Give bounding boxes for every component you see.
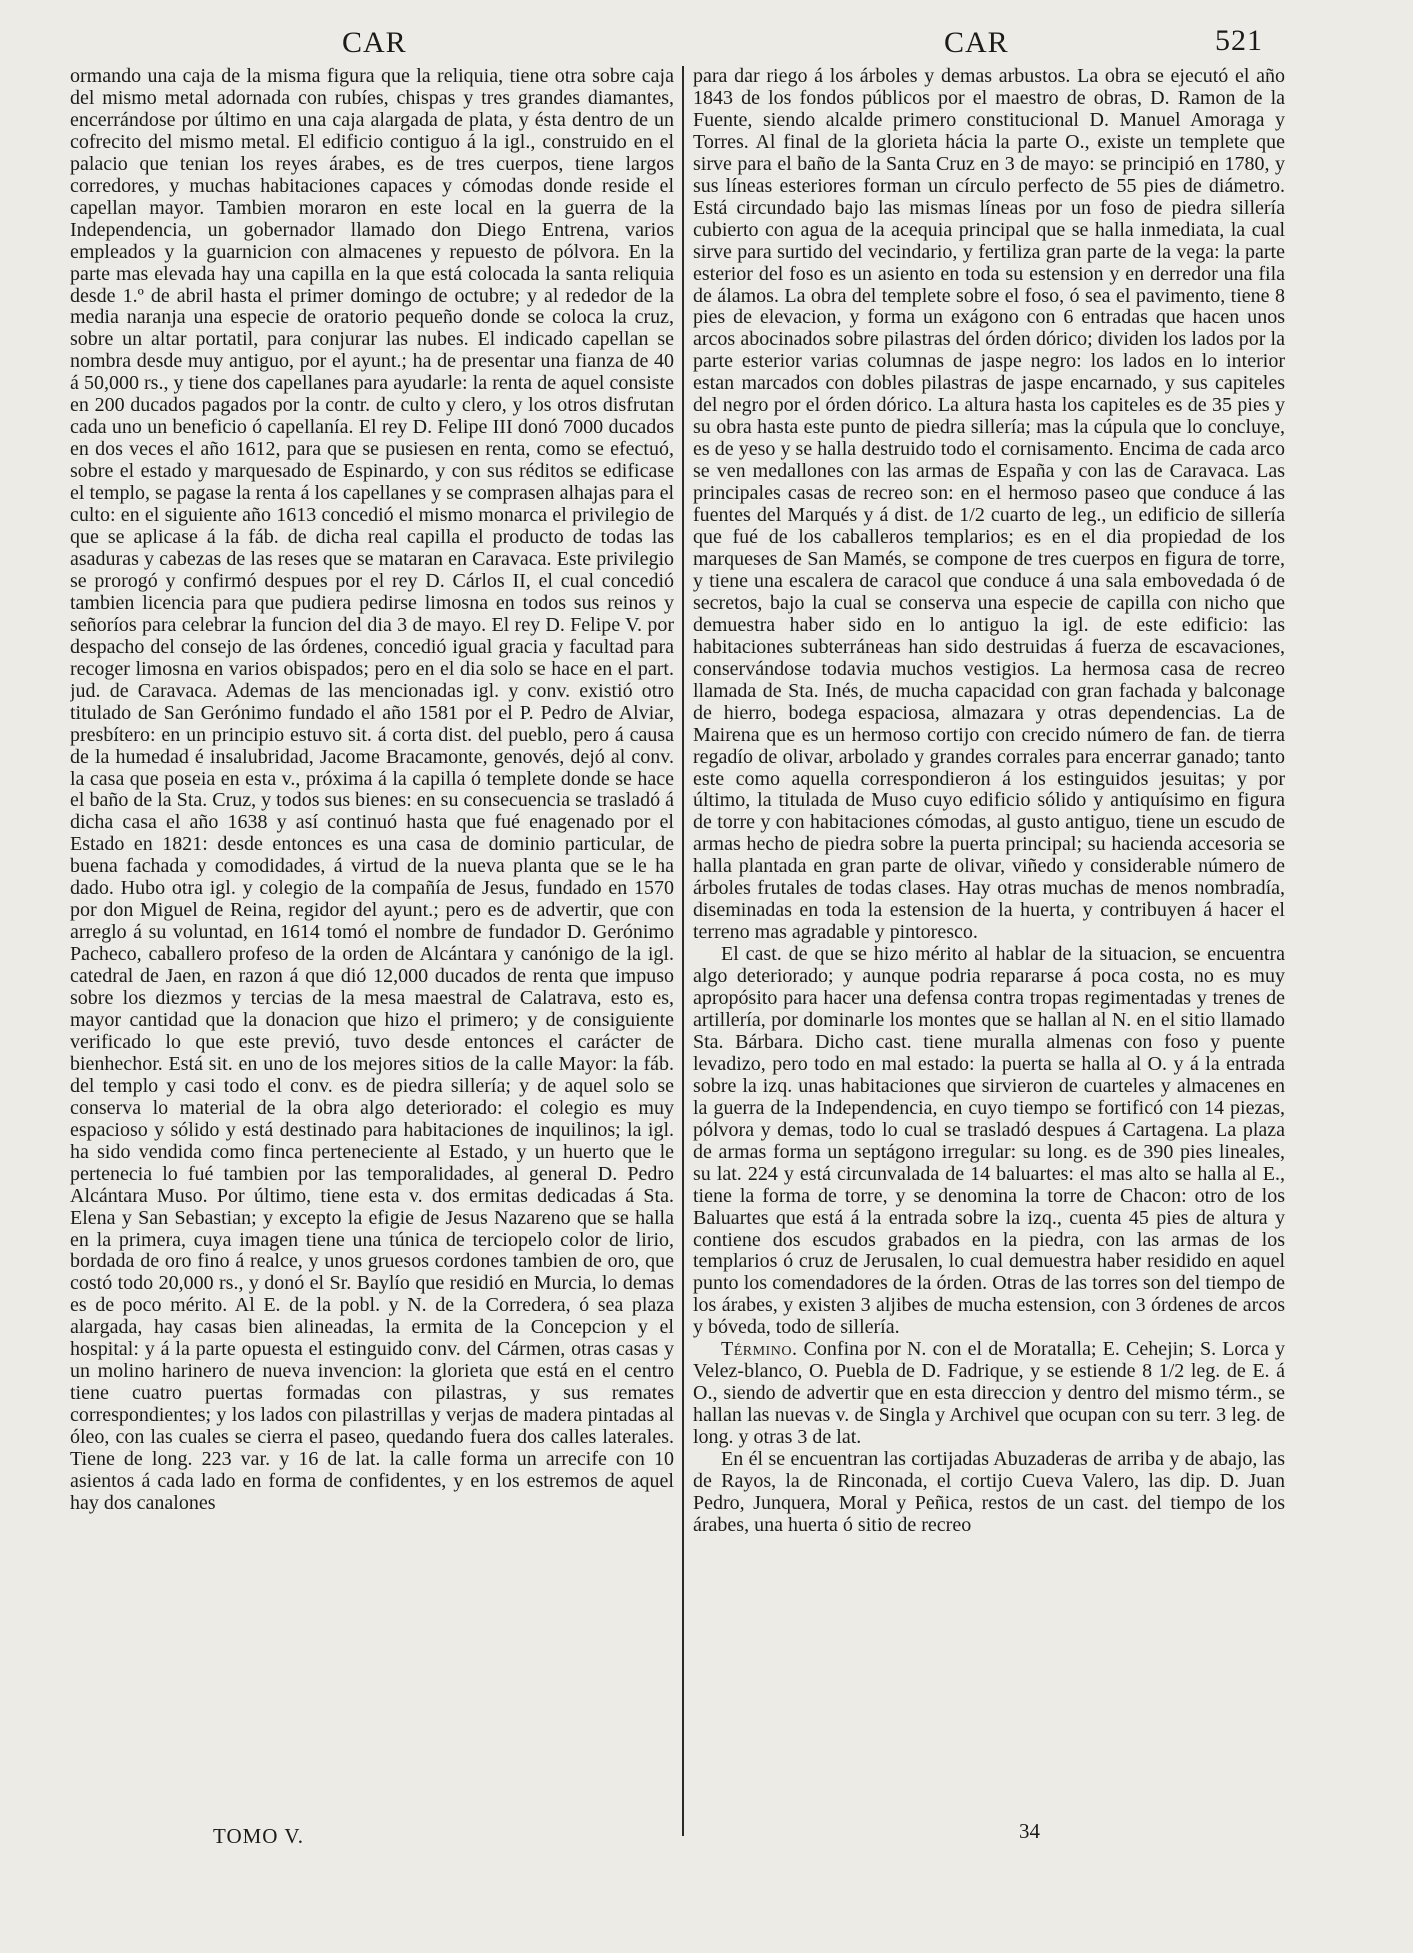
right-paragraph-3 [693, 1339, 1285, 1449]
running-head-center: CAR [944, 26, 1009, 59]
column-divider [682, 66, 684, 1836]
termino-label: Término. [721, 1338, 798, 1361]
termino-text: Confina por N. con el de Moratalla; E. Cehejin; S. Lorca y Velez-blanco, O. Puebla de D. Fadrique, y se estiende 8 1/2 leg. de E. á O., siendo de advertir que en esta direccion y dentro del mismo térm., se hallan las nuevas v. de Singla y Archivel que ocupan con su terr. 3 leg. de long. y otras 3 de lat. [693, 1338, 1285, 1449]
volume-label: TOMO V. [213, 1824, 305, 1848]
page-number: 521 [1215, 24, 1263, 57]
left-column [70, 66, 674, 1812]
right-paragraph-1: para dar riego á los árboles y demas arbustos. La obra se ejecutó el año 1843 de los fondos públicos por el maestro de obras, D. Ramon de la Fuente, siendo alcalde primero constitucional D. Manuel Amoraga y Torres. Al final de la glorieta hácia la parte O., existe un templete que sirve para el baño de la Santa Cruz en 3 de mayo: se principió en 1780, y sus líneas esteriores forman un círculo perfecto de 55 pies de diámetro. Está circundado bajo las mismas líneas por un foso de piedra sillería cubierto con agua de la acequia principal que se halla inmediata, la cual sirve para surtido del vecindario, y fertiliza gran parte de la vega: la parte esterior del foso es un asiento en toda su estension y en derredor una fila de álamos. La obra del templete sobre el foso, ó sea el pavimento, tiene 8 pies de elevacion, y forma un exágono con 6 entradas que hacen unos arcos abocinados sobre pilastras del órden dórico; dividen los lados por la parte esterior varias columnas de jaspe negro: los lados en lo interior estan marcados con dobles pilastras de jaspe encarnado, y sus capiteles del negro por el órden dórico. La altura hasta los capiteles es de 35 pies y su obra hasta este punto de piedra sillería; mas la cúpula que lo concluye, es de yeso y se halla destruido todo el cornisamento. Encima de cada arco se ven medallones con las armas de España y con las de Caravaca. Las principales casas de recreo son: en el hermoso paseo que conduce á las fuentes del Marqués y á dist. de 1/2 cuarto de leg., un edificio de sillería que fué de los caballeros templarios; es en el dia propiedad de los marqueses de San Mamés, se compone de tres cuerpos en figura de torre, y tiene una escalera de caracol que conduce á una sala embovedada ó de secretos, bajo la cual se conserva una especie de capilla con nicho que demuestra haber sido en lo antiguo la igl. de este edificio: las habitaciones subterráneas han sido destruidas á fuerza de escavaciones, conservándose todavia muchos vestigios. La hermosa casa de recreo llamada de Sta. Inés, de mucha capacidad con gran fachada y balconage de hierro, bodega espaciosa, almazara y otras dependencias. La de Mairena que es un hermoso cortijo con crecido número de fan. de tierra regadío de olivar, arbolado y grandes corrales para encerrar ganado; tanto este como aquella correspondieron á los estinguidos jesuitas; y por último, la titulada de Muso cuyo edificio sólido y antiquísimo en figura de torre y con habitaciones cómodas, al gusto antiguo, tiene un escudo de armas hecho de piedra sobre la puerta principal; su hacienda accesoria se halla plantada en gran parte de olivar, viñedo y considerable número de árboles frutales de todas clases. Hay otras muchas de menos nombradía, diseminadas en toda la estension de la huerta, y contribuyen á hacer el terreno mas agradable y pintoresco. [693, 66, 1285, 944]
signature-mark: 34 [1019, 1819, 1040, 1843]
right-paragraph-2: El cast. de que se hizo mérito al hablar de la situacion, se encuentra algo deteriorado; y aunque podria repararse á poca costa, no es muy apropósito para hacer una defensa contra tropas regimentadas y trenes de artillería, por dominarle los montes que se hallan al N. en el sitio llamado Sta. Bárbara. Dicho cast. tiene muralla almenas con foso y puente levadizo, pero todo en mal estado: la puerta se halla al O. y á la entrada sobre la izq. unas habitaciones que sirvieron de cuarteles y almacenes en la guerra de la Independencia, en cuyo tiempo se fortificó con 14 piezas, pólvora y demas, todo lo cual se trasladó despues á Cartagena. La plaza de armas forma un septágono irregular: su long. es de 390 pies lineales, su lat. 224 y está circunvalada de 14 baluartes: el mas alto se halla al E., tiene la forma de torre, y se denomina la torre de Chacon: otro de los Baluartes que está á la entrada sobre la izq., cuenta 45 pies de altura y contiene dos escudos grabados en la piedra, con las armas de los templarios ó cruz de Jerusalen, lo cual demuestra haber residido en aquel punto los comendadores de la órden. Otras de las torres son del tiempo de los árabes, y existen 3 aljibes de mucha estension, con 3 órdenes de arcos y bóveda, todo de sillería. [693, 943, 1285, 1339]
left-paragraph-1: ormando una caja de la misma figura que la reliquia, tiene otra sobre caja del mismo metal adornada con rubíes, chispas y tres grandes diamantes, encerrándose por último en una caja alargada de plata, y ésta dentro de un cofrecito del mismo metal. El edificio contiguo á la igl., construido en el palacio que tenian los reyes árabes, es de tres cuerpos, tiene largos corredores, y muchas habitaciones capaces y cómodas donde reside el capellan mayor. Tambien moraron en este local en la guerra de la Independencia, un gobernador llamado don Diego Entrena, varios empleados y la guarnicion con almacenes y repuesto de pólvora. En la parte mas elevada hay una capilla en la que está colocada la santa reliquia desde 1.º de abril hasta el primer domingo de octubre; y al rededor de la media naranja una especie de oratorio pequeño donde se coloca la cruz, sobre un altar portatil, para conjurar las nubes. El indicado capellan se nombra desde muy antiguo, por el ayunt.; ha de presentar una fianza de 40 á 50,000 rs., y tiene dos capellanes para ayudarle: la renta de aquel consiste en 200 ducados pagados por la contr. de culto y clero, y los otros disfrutan cada uno un beneficio ó capellanía. El rey D. Felipe III donó 7000 ducados en dos veces el año 1612, para que se pusiesen en renta, como se efectuó, sobre el estado y marquesado de Espinardo, y con sus réditos se edificase el templo, se pagase la renta á los capellanes y se comprasen alhajas para el culto: en el siguiente año 1613 concedió el mismo monarca el privilegio de que se aplicase á la fáb. de dicha real capilla el producto de todas las asaduras y cabezas de las reses que se mataran en Caravaca. Este privilegio se prorogó y confirmó despues por el rey D. Cárlos II, el cual concedió tambien licencia para que pudiera pedirse limosna en todos sus reinos y señoríos para celebrar la funcion del dia 3 de mayo. El rey D. Felipe V. por despacho del consejo de las órdenes, concedió igual gracia y facultad para recoger limosna en varios obispados; pero en el dia solo se hace en el part. jud. de Caravaca. Ademas de las mencionadas igl. y conv. existió otro titulado de San Gerónimo fundado el año 1581 por el P. Pedro de Alviar, presbítero: en un principio estuvo sit. á corta dist. del pueblo, pero á causa de la humedad é insalubridad, Jacome Bracamonte, genovés, dejó al conv. la casa que poseia en esta v., próxima á la capilla ó templete donde se hace el baño de la Sta. Cruz, y todos sus bienes: en su consecuencia se trasladó á dicha casa el año 1638 y así continuó hasta que fué enagenado por el Estado en 1821: desde entonces es una casa de dominio particular, de buena fachada y comodidades, á virtud de la nueva planta que se le ha dado. Hubo otra igl. y colegio de la compañía de Jesus, fundado en 1570 por don Miguel de Reina, regidor del ayunt.; pero es de advertir, que con arreglo á su voluntad, en 1614 tomó el nombre de fundador D. Gerónimo Pacheco, caballero profeso de la orden de Alcántara y canónigo de la igl. catedral de Jaen, en razon á que dió 12,000 ducados de renta que impuso sobre los diezmos y tercias de la mesa maestral de Calatrava, esto es, mayor cantidad que la donacion que hizo el primero; y de consiguiente verificado lo que este previó, tuvo desde entonces el carácter de bienhechor. Está sit. en uno de los mejores sitios de la calle Mayor: la fáb. del templo y casi todo el conv. es de piedra sillería; y de aquel solo se conserva lo material de la obra algo deteriorado: el colegio es muy espacioso y sólido y está destinado para habitaciones de inquilinos; la igl. ha sido vendida como finca perteneciente al Estado, y un huerto que le pertenecia lo fué tambien por las temporalidades, al general D. Pedro Alcántara Muso. Por último, tiene esta v. dos ermitas dedicadas á Sta. Elena y San Sebastian; y excepto la efigie de Jesus Nazareno que se halla en la primera, cuya imagen tiene una túnica de terciopelo color de lirio, bordada de oro fino á realce, y unos gruesos cordones tambien de oro, que costó todo 20,000 rs., y donó el Sr. Baylío que residió en Murcia, lo demas es de poco mérito. Al E. de la pobl. y N. de la Corredera, ó sea plaza alargada, hay casas bien alineadas, la ermita de la Concepcion y el hospital: y á la parte opuesta el estinguido conv. del Cármen, otras casas y un molino harinero de nueva invencion: la glorieta que está en el centro tiene cuatro puertas formadas con pilastras, y sus remates correspondientes; y los lados con pilastrillas y verjas de madera pintadas al óleo, con las cuales se cierra el paseo, quedando fuera dos calles laterales. Tiene de long. 223 var. y 16 de lat. la calle forma un arrecife con 10 asientos á cada lado en forma de confidentes, y en los estremos de aquel hay dos canalones [70, 66, 674, 1514]
right-paragraph-4: En él se encuentran las cortijadas Abuzaderas de arriba y de abajo, las de Rayos, la de Rinconada, el cortijo Cueva Valero, las dip. D. Juan Pedro, Junquera, Moral y Peñica, restos de un cast. del tiempo de los árabes, una huerta ó sitio de recreo [693, 1448, 1285, 1536]
right-column [693, 66, 1285, 1832]
running-head-left: CAR [342, 26, 407, 59]
